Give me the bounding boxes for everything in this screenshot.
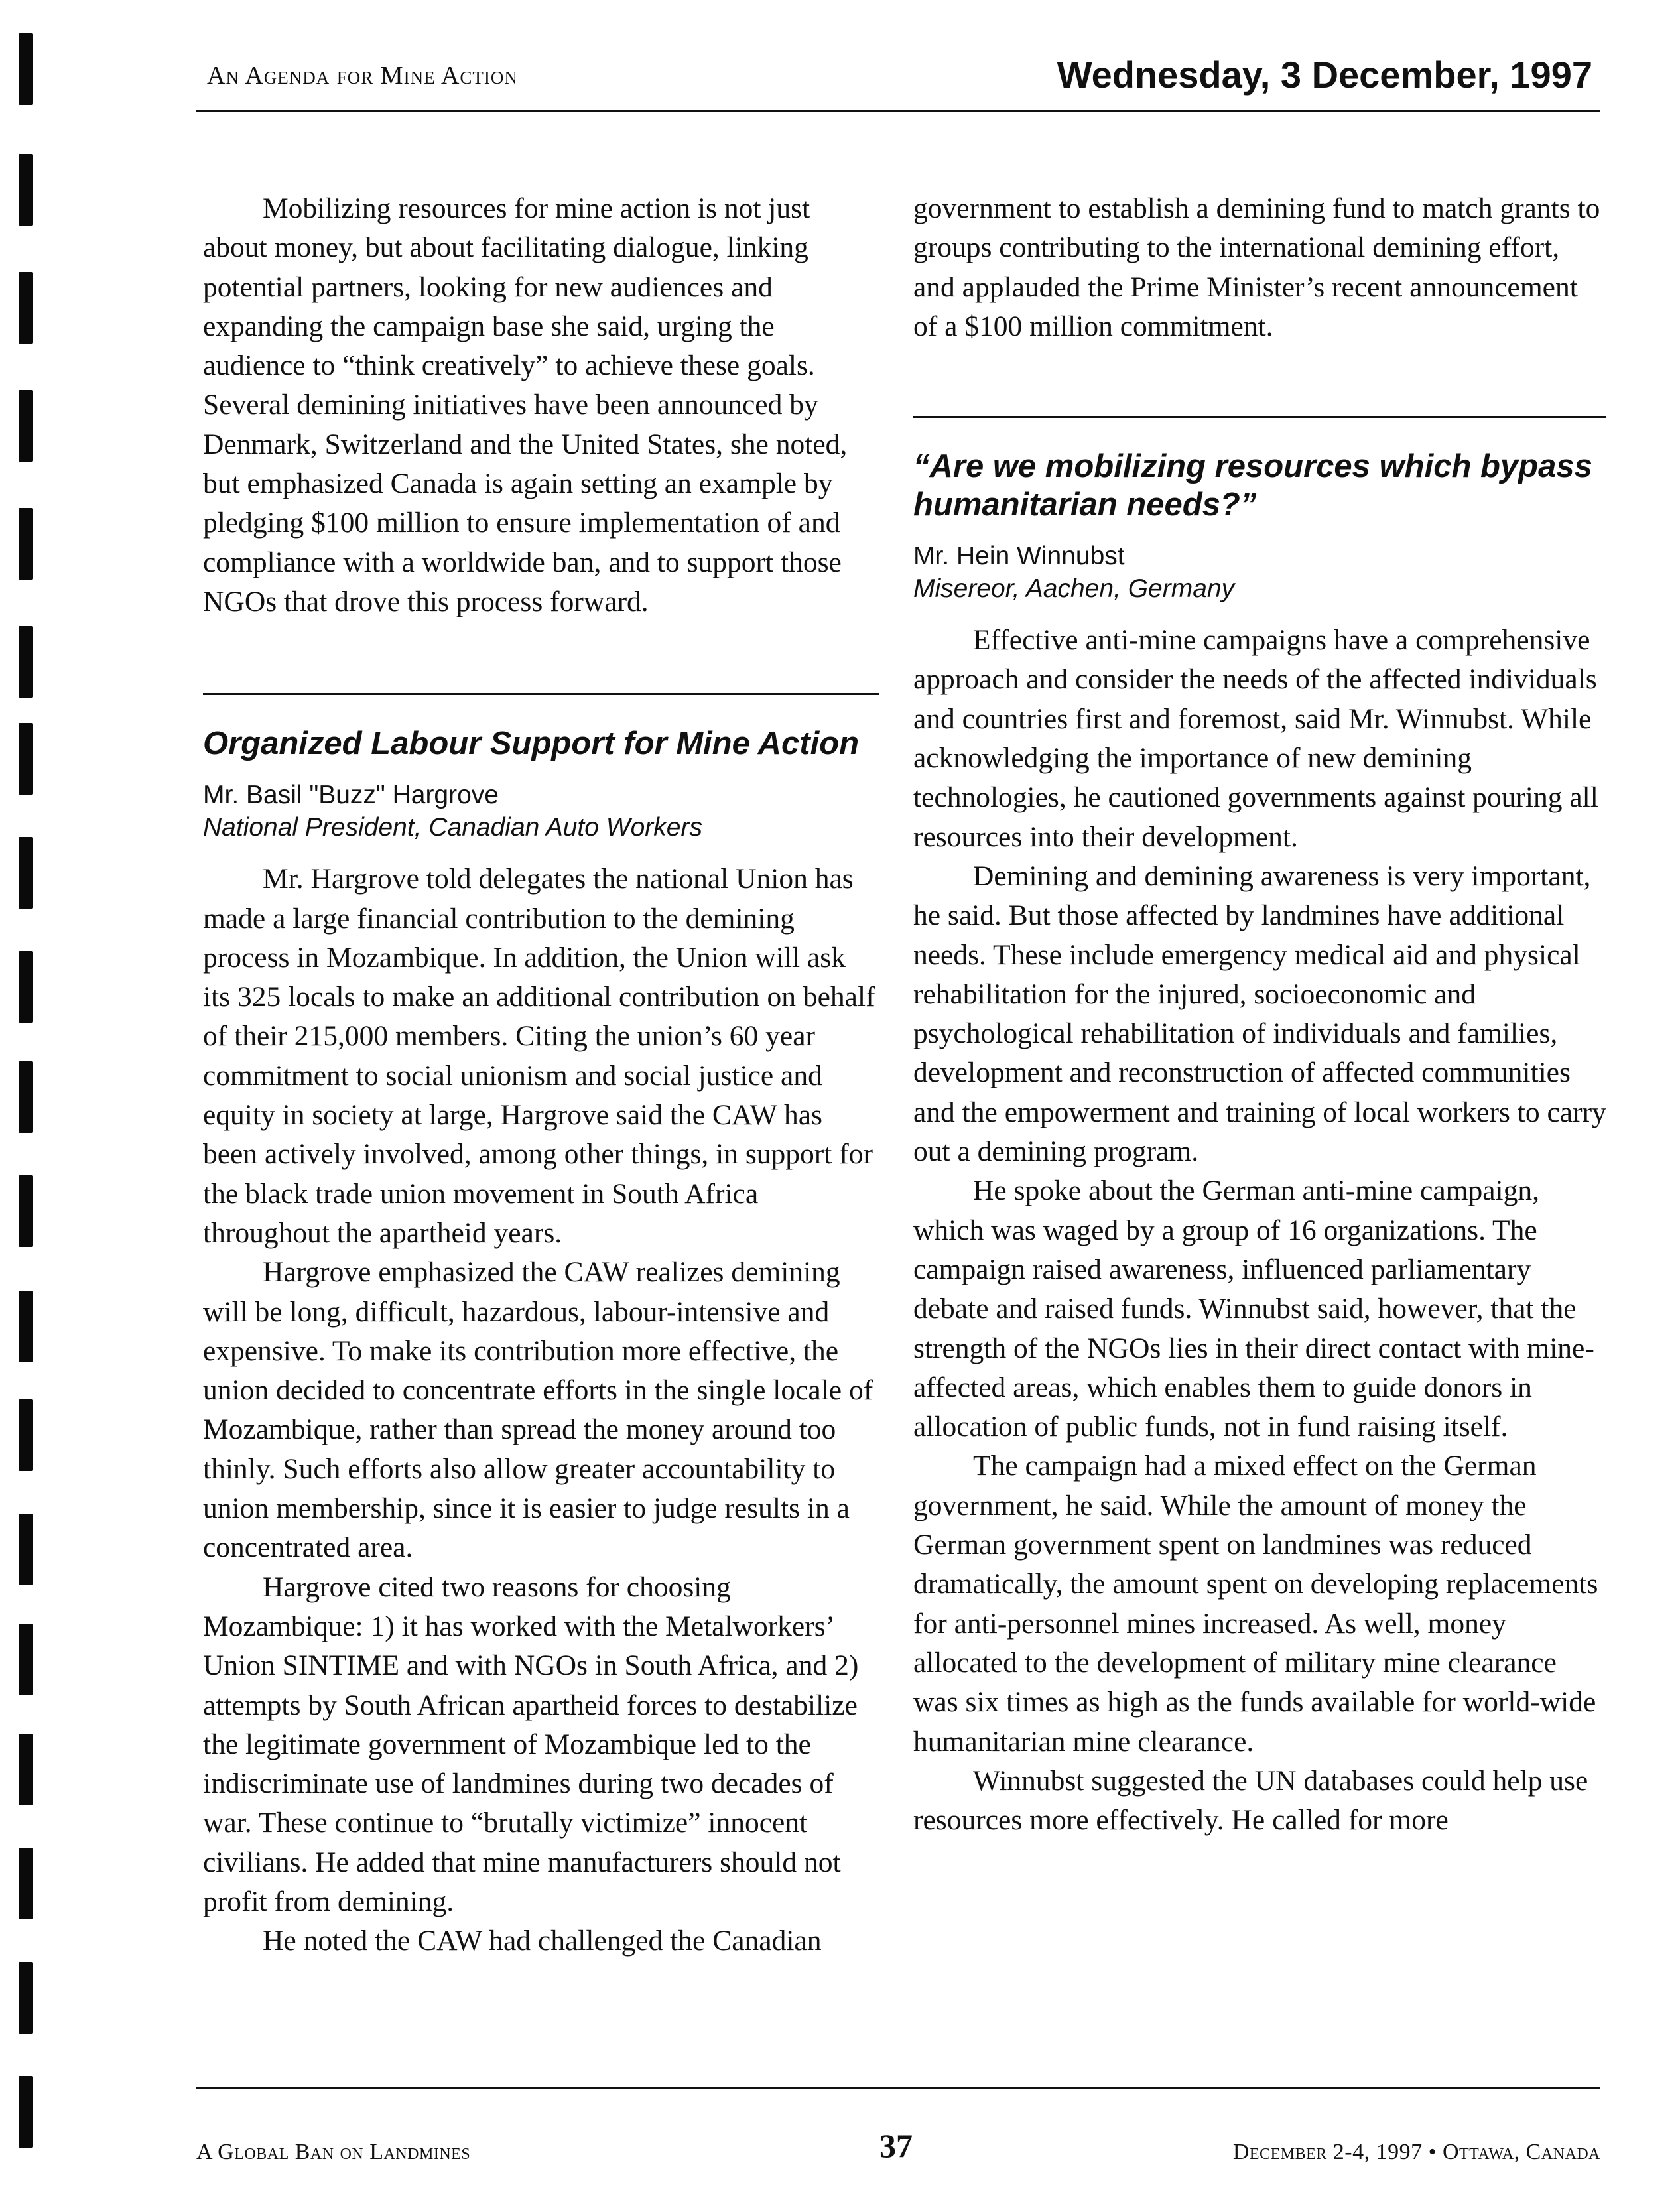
- binder-hole: [19, 390, 33, 462]
- speaker-affiliation: National President, Canadian Auto Workers: [203, 813, 702, 842]
- section-divider: [203, 693, 879, 695]
- page-number: 37: [879, 2127, 913, 2164]
- section-divider: [913, 416, 1606, 418]
- intro-paragraph: Mobilizing resources for mine action is not just about money, but about facilitating dialogue, linking potential partners, looking for new audiences and expanding the campaign base she said, urging the audience to “think creatively” to achieve these goals. Several demining initiatives have been announced by Denmark, Switzerland and the United States, she noted, but emphasized Canada is again setting an example by pledging $100 million to ensure implementation of and compliance with a worldwide ban, and to support those NGOs that drove this process forward.: [203, 192, 848, 617]
- section-title: “Are we mobilizing resources which bypass humanitarian needs?”: [913, 448, 1592, 523]
- binder-hole: [19, 272, 33, 344]
- footer-event: December 2-4, 1997 • Ottawa, Canada: [1232, 2140, 1600, 2164]
- article-paragraph: Effective anti-mine campaigns have a comprehensive approach and consider the needs of the affected individuals and countries first and foremost, said Mr. Winnubst. While acknowledging the importance of new demining technologies, he cautioned governments against pouring all resources into their development.: [913, 624, 1598, 853]
- binder-hole: [19, 1624, 33, 1695]
- left-column: [203, 189, 879, 1961]
- article-paragraph: Hargrove emphasized the CAW realizes demining will be long, difficult, hazardous, labour-intensive and expensive. To make its contribution more effective, the union decided to concentrate efforts in the single locale of Mozambique, rather than spread the money around too thinly. Such efforts also allow greater accountability to union membership, since it is easier to judge results in a concentrated area.: [203, 1256, 873, 1564]
- publication-title: An Agenda for Mine Action: [207, 62, 518, 90]
- binder-hole: [19, 1734, 33, 1805]
- article-paragraph: Winnubst suggested the UN databases could help use resources more effectively. He called for more: [913, 1764, 1588, 1837]
- right-column: [913, 189, 1606, 1840]
- page-date: Wednesday, 3 December, 1997: [1057, 54, 1592, 96]
- article-paragraph: Demining and demining awareness is very important, he said. But those affected by landmines have additional needs. These include emergency medical aid and physical rehabilitation for the injured, socioeconomic and psychological rehabilitation of individuals and families, development and reconstruction of affected communities and the empowerment and training of local workers to carry out a demining program.: [913, 860, 1606, 1168]
- binder-hole: [19, 1848, 33, 1919]
- binder-hole: [19, 1291, 33, 1362]
- binder-hole: [19, 1962, 33, 2034]
- binder-hole: [19, 154, 33, 226]
- article-paragraph: Mr. Hargrove told delegates the national Union has made a large financial contribution to the demining process in Mozambique. In addition, the Union will ask its 325 locals to make an additional contribution on behalf of their 215,000 members. Citing the union’s 60 year commitment to social unionism and social justice and equity in society at large, Hargrove said the CAW has been actively involved, among other things, in support for the black trade union movement in South Africa throughout the apartheid years.: [203, 863, 875, 1249]
- article-paragraph: Hargrove cited two reasons for choosing Mozambique: 1) it has worked with the Metalworkers’ Union SINTIME and with NGOs in South Africa, and 2) attempts by South African apartheid forces to destabilize the legitimate government of Mozambique led to the indiscriminate use of landmines during two decades of war. These continue to “brutally victimize” innocent civilians. He added that mine manufacturers should not profit from demining.: [203, 1571, 859, 1917]
- article-paragraph: He noted the CAW had challenged the Canadian: [263, 1925, 822, 1957]
- binder-hole: [19, 508, 33, 580]
- footer-publication: A Global Ban on Landmines: [196, 2140, 471, 2164]
- binder-hole: [19, 837, 33, 909]
- article-paragraph: He spoke about the German anti-mine campaign, which was waged by a group of 16 organizations. The campaign raised awareness, influenced parliamentary debate and raised funds. Winnubst said, however, that the strength of the NGOs lies in their direct contact with mine-affected areas, which enables them to guide donors in allocation of public funds, not in fund raising itself.: [913, 1175, 1594, 1443]
- binder-hole: [19, 723, 33, 795]
- binder-hole: [19, 1175, 33, 1247]
- binder-hole: [19, 1061, 33, 1133]
- binder-hole: [19, 951, 33, 1023]
- article-labour-support: [203, 724, 879, 1961]
- footer-divider: [196, 2087, 1600, 2089]
- continued-paragraph: government to establish a demining fund to match grants to groups contributing to the international demining effort, and applauded the Prime Minister’s recent announcement of a $100 million commitment.: [913, 192, 1600, 342]
- binder-hole: [19, 1514, 33, 1585]
- binder-hole: [19, 1399, 33, 1471]
- speaker-affiliation: Misereor, Aachen, Germany: [913, 574, 1235, 604]
- speaker-name: Mr. Hein Winnubst: [913, 542, 1125, 571]
- binder-hole: [19, 33, 33, 105]
- header-divider: [196, 110, 1600, 112]
- article-paragraph: The campaign had a mixed effect on the German government, he said. While the amount of money the German government spent on landmines was reduced dramatically, the amount spent on developing replacements for anti-personnel mines increased. As well, money allocated to the development of military mine clearance was six times as high as the funds available for world-wide humanitarian mine clearance.: [913, 1450, 1598, 1758]
- article-humanitarian-needs: [913, 447, 1606, 1840]
- speaker-name: Mr. Basil "Buzz" Hargrove: [203, 781, 499, 810]
- binder-hole: [19, 626, 33, 698]
- section-title: Organized Labour Support for Mine Action: [203, 726, 860, 762]
- binder-hole: [19, 2076, 33, 2148]
